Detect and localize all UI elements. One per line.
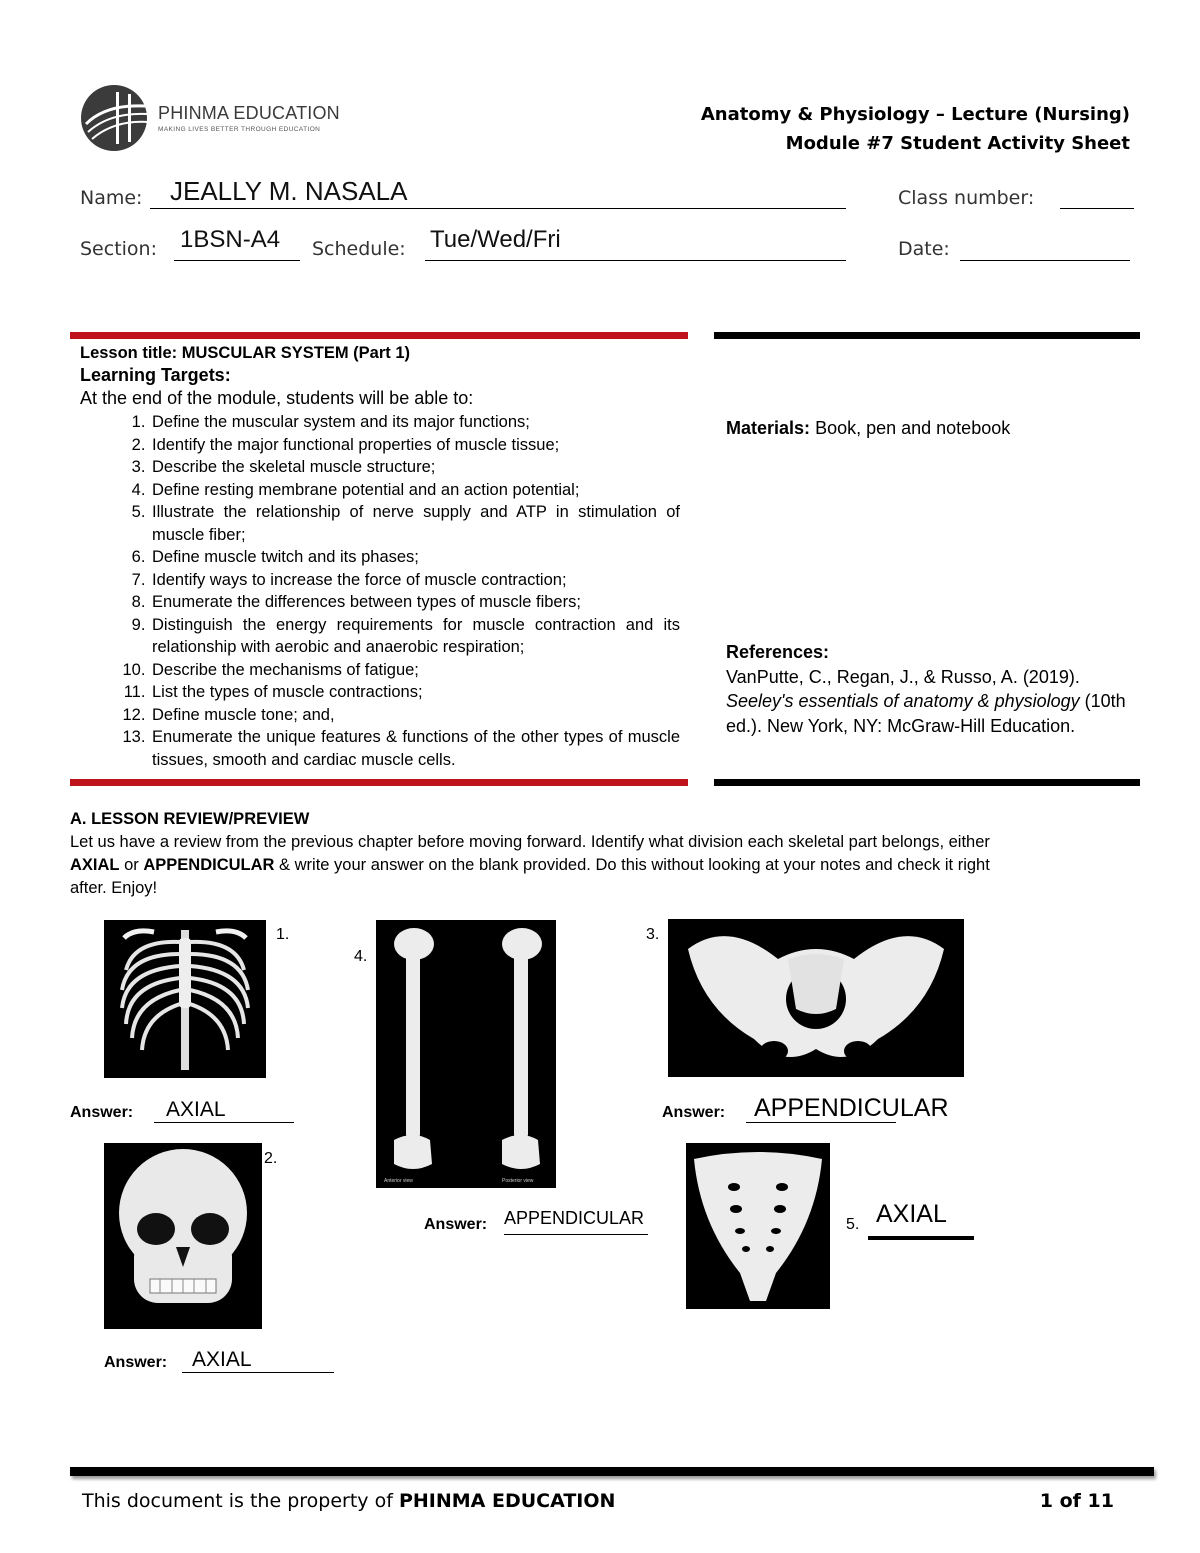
item-1-answer-label: Answer:	[70, 1104, 134, 1121]
item-5-answer-field[interactable]	[868, 1236, 974, 1240]
name-value: JEALLY M. NASALA	[170, 176, 408, 206]
item-2-answer-field[interactable]	[182, 1372, 334, 1373]
item-2-answer: AXIAL	[192, 1348, 252, 1371]
lesson-review-section	[70, 808, 1000, 900]
footer-property-text: This document is the property of PHINMA EDUCATION	[82, 1490, 616, 1512]
materials	[726, 418, 1010, 439]
item-2-answer-label: Answer:	[104, 1354, 168, 1371]
item-5-number: 5.	[846, 1216, 860, 1233]
schedule-label: Schedule:	[312, 238, 406, 260]
target-item: 12. Define muscle tone; and,	[150, 704, 680, 727]
item-3-answer: APPENDICULAR	[754, 1094, 949, 1122]
item-4-answer-field[interactable]	[504, 1234, 648, 1235]
reference-publisher: (10th ed.). New York, NY: McGraw-Hill Education.	[726, 691, 1126, 736]
lesson-bottom-bar	[70, 779, 688, 786]
item-3-answer-label: Answer:	[662, 1104, 726, 1121]
materials-label: Materials:	[726, 418, 811, 438]
target-item: 6. Define muscle twitch and its phases;	[150, 546, 680, 569]
item-2-number: 2.	[264, 1150, 278, 1167]
side-top-bar	[714, 332, 1140, 339]
section-value: 1BSN-A4	[180, 226, 281, 253]
reference-text: VanPutte, C., Regan, J., & Russo, A. (2019).	[726, 666, 1080, 687]
target-item: 2. Identify the major functional properties of muscle tissue;	[150, 434, 680, 457]
target-item: 1. Define the muscular system and its major functions;	[150, 411, 680, 434]
reference-title: Seeley's essentials of anatomy & physiology	[726, 691, 1080, 711]
side-bottom-bar	[714, 779, 1140, 786]
footer-brand: PHINMA EDUCATION	[398, 1490, 616, 1512]
date-field[interactable]	[960, 260, 1130, 261]
target-item: 4. Define resting membrane potential and an action potential;	[150, 479, 680, 502]
lesson-title: Lesson title: MUSCULAR SYSTEM (Part 1)	[80, 344, 411, 362]
name-label: Name:	[80, 187, 143, 209]
target-item: 11. List the types of muscle contractions;	[150, 681, 680, 704]
target-item: 10. Describe the mechanisms of fatigue;	[150, 659, 680, 682]
lesson-top-bar	[70, 332, 688, 339]
item-4-answer-label: Answer:	[424, 1216, 488, 1233]
logo-tagline: MAKING LIVES BETTER THROUGH EDUCATION	[158, 126, 321, 133]
sacrum-image	[686, 1143, 830, 1309]
target-item: 3. Describe the skeletal muscle structure;	[150, 456, 680, 479]
posterior-view-caption: Posterior view	[502, 1178, 534, 1184]
target-item: 9. Distinguish the energy requirements for muscle contraction and its relationship with aerobic and anaerobic respiration;	[150, 614, 680, 659]
logo-name: PHINMA EDUCATION	[158, 103, 340, 123]
item-1-answer-field[interactable]	[154, 1122, 294, 1123]
skull-image	[104, 1143, 262, 1329]
course-title: Anatomy & Physiology – Lecture (Nursing)	[700, 104, 1130, 125]
section-a-heading: A. LESSON REVIEW/PREVIEW	[70, 810, 310, 828]
target-item: 8. Enumerate the differences between types of muscle fibers;	[150, 591, 680, 614]
learning-targets-list	[80, 411, 680, 771]
ribcage-image	[104, 920, 266, 1078]
humerus-image	[376, 920, 556, 1188]
target-item: 7. Identify ways to increase the force of muscle contraction;	[150, 569, 680, 592]
references-label: References:	[726, 642, 830, 662]
item-3-number: 3.	[646, 926, 660, 943]
section-label: Section:	[80, 238, 157, 260]
target-item: 5. Illustrate the relationship of nerve supply and ATP in stimulation of muscle fiber;	[150, 501, 680, 546]
materials-value: Book, pen and notebook	[815, 418, 1011, 438]
item-1-number: 1.	[276, 926, 290, 943]
pelvis-image	[668, 919, 964, 1077]
anterior-view-caption: Anterior view	[384, 1178, 413, 1184]
class-number-field[interactable]	[1060, 208, 1134, 209]
item-4-answer: APPENDICULAR	[504, 1208, 645, 1228]
section-a-instructions: Let us have a review from the previous chapter before moving forward. Identify what division each skeletal part belongs, either AXIAL or APPENDICULAR & write your answer on the blank provided. Do this without looking at your notes and check it right after. Enjoy!	[70, 833, 990, 897]
target-item: 13. Enumerate the unique features & functions of the other types of muscle tissues, smooth and cardiac muscle cells.	[150, 726, 680, 771]
item-4-number: 4.	[354, 948, 368, 965]
schedule-field[interactable]	[425, 260, 846, 261]
footer-bar	[70, 1467, 1154, 1476]
section-field[interactable]	[174, 260, 300, 261]
date-label: Date:	[898, 238, 950, 260]
item-5-answer: AXIAL	[876, 1200, 947, 1228]
class-number-label: Class number:	[898, 187, 1035, 209]
lesson-block	[80, 344, 680, 771]
item-1-answer: AXIAL	[166, 1098, 226, 1121]
page-number: 1 of 11	[1039, 1490, 1114, 1512]
module-title: Module #7 Student Activity Sheet	[785, 133, 1130, 154]
learning-targets-heading: Learning Targets:	[80, 365, 231, 385]
schedule-value: Tue/Wed/Fri	[430, 226, 561, 253]
learning-targets-intro: At the end of the module, students will be able to:	[80, 388, 474, 408]
references	[726, 640, 1126, 738]
name-field[interactable]	[150, 208, 846, 209]
